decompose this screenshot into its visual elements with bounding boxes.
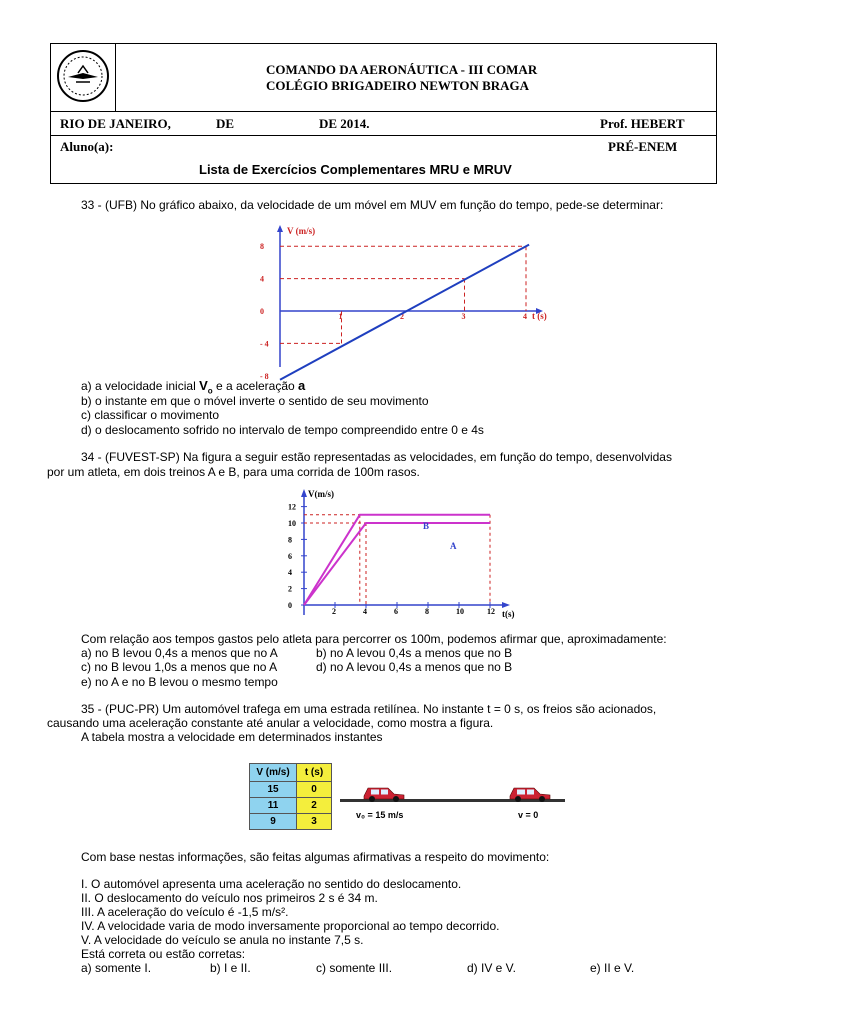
q34-question: Com relação aos tempos gastos pelo atleta para percorrer os 100m, podemos afirmar que, aproximadamente:	[81, 632, 667, 646]
chart1-xtick-label: 1	[338, 312, 343, 321]
car-stop-velocity-label: v = 0	[518, 810, 539, 820]
chart2-xtick-label: 10	[456, 607, 464, 616]
chart2-ytick-label: 2	[288, 584, 292, 594]
q33-item-a-v0-subscript: o	[207, 386, 213, 396]
org-line-2: COLÉGIO BRIGADEIRO NEWTON BRAGA	[266, 77, 530, 93]
chart2-xlabel: t(s)	[502, 609, 515, 619]
table-row	[250, 814, 332, 830]
table-cell-velocity: 11	[250, 798, 297, 814]
chart2-ytick-label: 0	[288, 601, 292, 610]
table-row	[250, 782, 332, 798]
q35-option-e: e) II e V.	[590, 961, 635, 975]
emblem-cell	[51, 44, 116, 112]
chart1-xtick-label: 4	[523, 312, 527, 321]
q35-line-1: 35 - (PUC-PR) Um automóvel trafega em uma estrada retilínea. No instante t = 0 s, os freios são acionados,	[81, 702, 657, 716]
chart2-ytick-label: 6	[288, 551, 292, 561]
q35-statement-4: IV. A velocidade varia de modo inversamente proporcional ao tempo decorrido.	[81, 919, 500, 933]
q34-option-a: a) no B levou 0,4s a menos que no A	[81, 646, 278, 660]
q35-statement-1: I. O automóvel apresenta uma aceleração no sentido do deslocamento.	[81, 877, 462, 891]
q33-item-a-mid: e a aceleração	[212, 379, 299, 393]
chart2-label-a: A	[450, 541, 457, 551]
table-row	[250, 798, 332, 814]
chart2-ytick-label: 10	[288, 519, 296, 528]
q34-option-c: c) no B levou 1,0s a menos que no A	[81, 660, 278, 674]
q33-statement: 33 - (UFB) No gráfico abaixo, da velocidade de um móvel em MUV em função do tempo, pede-se determinar:	[81, 198, 664, 212]
org-line-1: COMANDO DA AERONÁUTICA - III COMAR	[266, 61, 538, 77]
student-label: Aluno(a):	[60, 139, 114, 154]
q34-line-2: por um atleta, em dois treinos A e B, para uma corrida de 100m rasos.	[47, 465, 420, 479]
prof-label: Prof. HEBERT	[600, 116, 685, 131]
chart1-xlabel: t (s)	[532, 311, 547, 321]
q34-option-e: e) no A e no B levou o mesmo tempo	[81, 675, 278, 689]
q35-statement-5: V. A velocidade do veículo se anula no instante 7,5 s.	[81, 933, 364, 947]
level-label: PRÉ-ENEM	[608, 139, 678, 154]
chart2-ytick-label: 8	[288, 535, 292, 545]
table-cell-velocity: 9	[250, 814, 297, 830]
q33-item-a-acc: a	[298, 378, 306, 393]
q35-option-a: a) somente I.	[81, 961, 152, 975]
chart1-xtick-label: 2	[400, 312, 404, 321]
chart1-y-arrow	[277, 225, 283, 232]
q35-intro: Com base nestas informações, são feitas algumas afirmativas a respeito do movimento:	[81, 850, 550, 864]
q35-option-c: c) somente III.	[316, 961, 393, 975]
q35-line-3: A tabela mostra a velocidade em determinados instantes	[81, 730, 383, 744]
chart2-ytick-label: 12	[288, 502, 296, 512]
chart2-xtick-label: 12	[487, 607, 495, 616]
q35-velocity-table	[249, 763, 332, 830]
chart2-series-a-line	[304, 523, 490, 605]
q33-item-b: b) o instante em que o móvel inverte o sentido de seu movimento	[81, 394, 429, 408]
q34-line-1: 34 - (FUVEST-SP) Na figura a seguir estão representadas as velocidades, em função do tempo, desenvolvidas	[81, 450, 672, 464]
chart1-ytick-label: 4	[260, 274, 264, 284]
date-de-1: DE	[216, 116, 235, 131]
table-cell-time: 3	[297, 814, 332, 830]
q35-statement-2: II. O deslocamento do veículo nos primeiros 2 s é 34 m.	[81, 891, 378, 905]
chart2-xtick-label: 2	[332, 607, 336, 616]
chart1-xtick-label: 3	[461, 312, 466, 321]
org-cell	[116, 44, 717, 112]
table-head-velocity: V (m/s)	[250, 764, 297, 782]
date-year: DE 2014.	[319, 116, 370, 131]
chart2-xtick-label: 6	[394, 607, 398, 616]
chart1-ylabel: V (m/s)	[287, 226, 316, 236]
chart1-ytick-label: 0	[260, 307, 264, 316]
chart1-ytick-label: - 4	[260, 339, 269, 349]
chart1-velocity-line	[280, 245, 529, 380]
q35-line-2: causando uma aceleração constante até anular a velocidade, como mostra a figura.	[47, 716, 494, 730]
header-table	[50, 43, 717, 184]
q35-option-b: b) I e II.	[210, 961, 251, 975]
chart2-xtick-label: 8	[425, 607, 429, 616]
chart2-xtick-label: 4	[363, 607, 367, 616]
q35-road-illustration	[340, 778, 566, 824]
student-row	[51, 136, 717, 184]
chart2-ytick-label: 4	[288, 568, 292, 578]
q33-item-c: c) classificar o movimento	[81, 408, 220, 422]
chart2-series-b-line	[304, 515, 490, 605]
q33-item-d: d) o deslocamento sofrido no intervalo de tempo compreendido entre 0 e 4s	[81, 423, 484, 437]
chart2-ylabel: V(m/s)	[308, 489, 334, 499]
car-start-velocity-label: v₀ = 15 m/s	[356, 810, 404, 820]
q34-option-d: d) no A levou 0,4s a menos que no B	[316, 660, 513, 674]
chart2-label-b: B	[423, 521, 430, 531]
table-cell-time: 0	[297, 782, 332, 798]
q33-velocity-chart	[250, 222, 550, 381]
chart1-ytick-label: - 8	[260, 371, 269, 381]
city-label: RIO DE JANEIRO,	[60, 116, 171, 131]
q35-statement-3: III. A aceleração do veículo é -1,5 m/s².	[81, 905, 289, 919]
table-cell-time: 2	[297, 798, 332, 814]
chart2-x-arrow	[502, 602, 510, 608]
q35-option-d: d) IV e V.	[467, 961, 516, 975]
table-cell-velocity: 15	[250, 782, 297, 798]
chart1-ytick-label: 8	[260, 242, 264, 252]
list-title: Lista de Exercícios Complementares MRU e MRUV	[199, 162, 512, 177]
date-row	[51, 112, 717, 136]
q34-velocity-chart	[284, 487, 516, 617]
chart2-y-arrow	[301, 489, 307, 497]
school-emblem-icon	[56, 49, 110, 103]
table-head-time: t (s)	[297, 764, 332, 782]
q35-ask: Está correta ou estão corretas:	[81, 947, 246, 961]
q34-option-b: b) no A levou 0,4s a menos que no B	[316, 646, 513, 660]
q33-item-a-text: a) a velocidade inicial	[81, 379, 200, 393]
q33-item-a-v0: V	[199, 378, 208, 393]
